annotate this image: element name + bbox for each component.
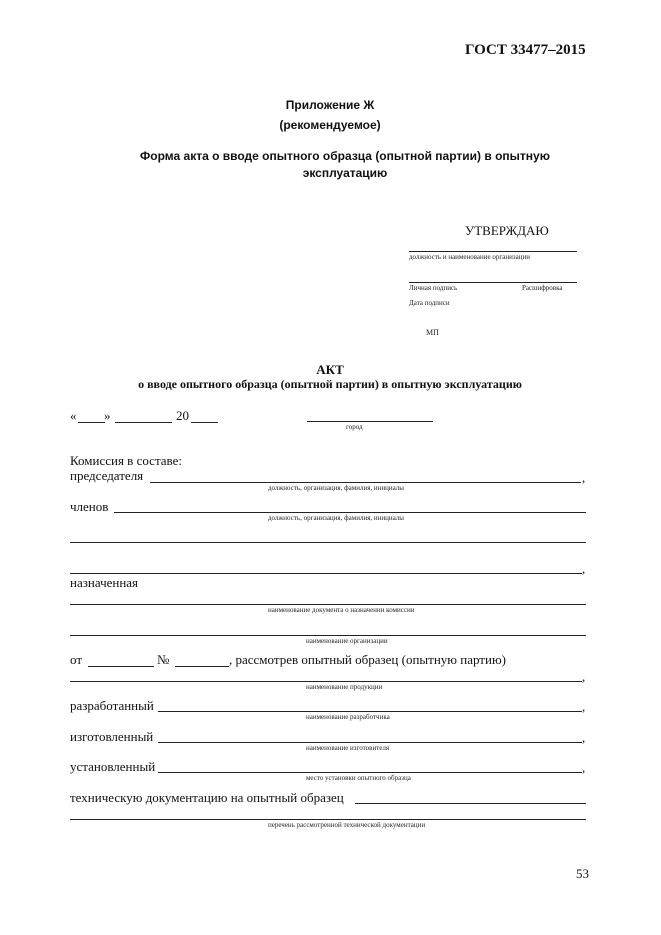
members-field-1[interactable]	[114, 512, 586, 513]
developer-comma: ,	[582, 699, 586, 714]
members-label: членов	[70, 499, 109, 514]
approve-date-caption: Дата подписи	[409, 299, 450, 307]
form-title-line2: эксплуатацию	[302, 166, 388, 180]
approve-title: УТВЕРЖДАЮ	[465, 223, 549, 238]
manufacturer-caption: наименование изготовителя	[306, 744, 390, 752]
organization-field[interactable]	[70, 635, 586, 636]
appendix-title: Приложение Ж	[285, 98, 375, 112]
approve-signature-line	[409, 282, 577, 283]
number-field[interactable]	[175, 666, 229, 667]
organization-caption: наименование организации	[306, 637, 388, 645]
page-number: 53	[576, 866, 589, 881]
developed-label: разработанный	[70, 698, 154, 713]
members-caption: должность, организация, фамилия, инициалы	[268, 514, 405, 522]
approve-position-caption: должность и наименование организации	[409, 253, 530, 261]
city-field[interactable]	[307, 421, 433, 422]
appointed-doc-field[interactable]	[70, 604, 586, 605]
product-caption: наименование продукции	[306, 683, 383, 691]
appointed-label: назначенная	[70, 575, 139, 590]
tech-docs-field-2[interactable]	[70, 819, 586, 820]
considered-text: , рассмотрев опытный образец (опытную партию)	[229, 652, 506, 667]
year-prefix: 20	[176, 408, 189, 423]
tech-docs-caption: перечень рассмотренной технической документации	[268, 821, 426, 829]
chairman-caption: должность, организация, фамилия, инициалы	[268, 484, 405, 492]
manufactured-label: изготовленный	[70, 729, 154, 744]
chairman-field[interactable]	[150, 482, 581, 483]
from-label: от	[70, 652, 83, 667]
installed-label: установленный	[70, 759, 156, 774]
appointed-doc-caption: наименование документа о назначении комиссии	[268, 606, 415, 614]
seal-label: МП	[426, 328, 439, 337]
product-field[interactable]	[70, 681, 582, 682]
chairman-comma: ,	[582, 470, 586, 485]
tech-docs-label: техническую документацию на опытный образец	[70, 790, 344, 805]
standard-number: ГОСТ 33477–2015	[465, 42, 586, 58]
members-field-3[interactable]	[70, 573, 582, 574]
developer-caption: наименование разработчика	[306, 713, 390, 721]
manufacturer-comma: ,	[582, 730, 586, 745]
members-field-2[interactable]	[70, 542, 586, 543]
date-close-quote: »	[104, 408, 111, 423]
date-open-quote: «	[70, 408, 77, 423]
number-sign: №	[157, 652, 170, 667]
product-comma: ,	[582, 669, 586, 684]
developer-field[interactable]	[158, 711, 582, 712]
approve-signature-caption: Личная подпись	[409, 284, 458, 292]
form-title-line1: Форма акта о вводе опытного образца (опытной партии) в опытную	[140, 149, 550, 163]
install-place-caption: место установки опытного образца	[306, 774, 411, 782]
approve-position-line	[409, 251, 577, 252]
act-subtitle: о вводе опытного образца (опытной партии) в опытную эксплуатацию	[138, 377, 522, 391]
date-year-field[interactable]	[191, 422, 218, 423]
appendix-subtitle: (рекомендуемое)	[279, 118, 381, 132]
from-date-field[interactable]	[88, 666, 154, 667]
city-caption: город	[346, 423, 363, 431]
manufacturer-field[interactable]	[158, 742, 582, 743]
commission-label: Комиссия в составе:	[70, 453, 182, 468]
tech-docs-field-1[interactable]	[355, 803, 586, 804]
install-place-comma: ,	[582, 760, 586, 775]
members-comma: ,	[582, 561, 586, 576]
chairman-label: председателя	[70, 468, 144, 483]
date-day-field[interactable]	[78, 422, 105, 423]
install-place-field[interactable]	[158, 772, 582, 773]
act-title: АКТ	[316, 362, 344, 377]
date-month-field[interactable]	[115, 422, 172, 423]
approve-decoding-caption: Расшифровка	[522, 284, 563, 292]
